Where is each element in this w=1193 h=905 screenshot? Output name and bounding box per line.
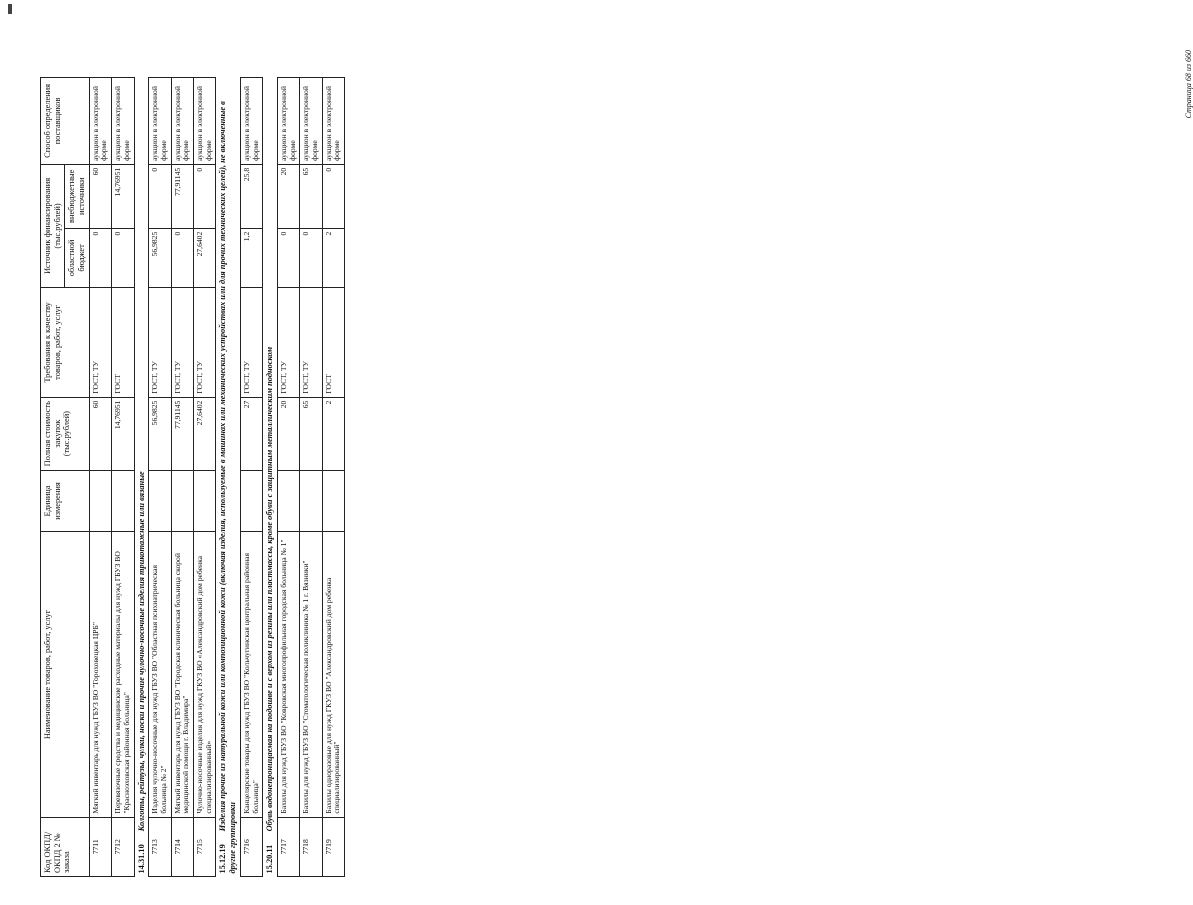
header-source-regional: областной бюджет: [65, 228, 89, 287]
cell-name: Изделия чулочно-носочные для нужд ГБУЗ ВО "Областная психиатрическая больница № 2": [149, 532, 171, 817]
cell-code: 7712: [112, 817, 134, 876]
header-row: [41, 78, 65, 877]
cell-source-extrabudget: 25,8: [240, 164, 262, 228]
cell-code: 7719: [322, 817, 344, 876]
table-row: [89, 78, 111, 877]
procurement-table: [40, 77, 345, 877]
cell-requirements: ГОСТ, ТУ: [149, 288, 171, 398]
cell-cost: 14,76951: [112, 397, 134, 470]
header-method: Способ определения поставщиков: [41, 78, 90, 165]
cell-method: аукцион в электронной форме: [277, 78, 299, 165]
cell-source-regional: 0: [89, 228, 111, 287]
cell-unit: [194, 470, 216, 532]
cell-source-regional: 27,6402: [194, 228, 216, 287]
header-unit: Единица измерения: [41, 470, 90, 532]
table-row: [300, 78, 322, 877]
table-row: [194, 78, 216, 877]
cell-code: 7713: [149, 817, 171, 876]
cell-method: аукцион в электронной форме: [149, 78, 171, 165]
cell-cost: 27,6402: [194, 397, 216, 470]
cell-cost: 2: [322, 397, 344, 470]
cell-source-regional: 0: [277, 228, 299, 287]
group-name: Колготы, рейтузы, чулки, носки и прочие чулочно-носочные изделия трикотажные или вязаные: [136, 471, 146, 832]
cell-source-extrabudget: 65: [300, 164, 322, 228]
cell-requirements: ГОСТ, ТУ: [194, 288, 216, 398]
group-row: [216, 78, 240, 877]
group-code: 15.12.19: [218, 844, 228, 874]
cell-code: 7714: [171, 817, 193, 876]
cell-source-extrabudget: 0: [322, 164, 344, 228]
cell-unit: [112, 470, 134, 532]
cell-cost: 77,91145: [171, 397, 193, 470]
cell-source-extrabudget: 60: [89, 164, 111, 228]
table-row: [240, 78, 262, 877]
cell-cost: 56,9825: [149, 397, 171, 470]
cell-requirements: ГОСТ, ТУ: [89, 288, 111, 398]
cell-unit: [149, 470, 171, 532]
cell-name: Бахилы для нужд ГБУЗ ВО "Стоматологическая поликлиника № 1 г. Вязники": [300, 532, 322, 817]
cell-unit: [89, 470, 111, 532]
cell-code: 7711: [89, 817, 111, 876]
table-row: [149, 78, 171, 877]
cell-source-extrabudget: 77,91145: [171, 164, 193, 228]
header-requirements: Требования к качеству товаров, работ, услуг: [41, 288, 90, 398]
cell-source-regional: 0: [171, 228, 193, 287]
cell-requirements: ГОСТ, ТУ: [277, 288, 299, 398]
cell-source-regional: 0: [112, 228, 134, 287]
cell-method: аукцион в электронной форме: [89, 78, 111, 165]
group-code: 14.31.10: [136, 844, 146, 874]
cell-cost: 27: [240, 397, 262, 470]
footer: [598, 40, 1193, 190]
cell-source-extrabudget: 14,76951: [112, 164, 134, 228]
cell-code: 7717: [277, 817, 299, 876]
group-code: 15.20.11: [265, 844, 275, 874]
cell-name: Бахилы для нужд ГБУЗ ВО "Ковровская многопрофильная городская больница № 1": [277, 532, 299, 817]
cell-name: Перевязочные средства и медицинские расходные материалы для нужд ГБУЗ ВО "Красноэховская районная больница": [112, 532, 134, 817]
cell-method: аукцион в электронной форме: [112, 78, 134, 165]
cell-code: 7716: [240, 817, 262, 876]
cell-unit: [300, 470, 322, 532]
cell-unit: [240, 470, 262, 532]
header-code: Код ОКПД/ ОКПД 2 № заказа: [41, 817, 90, 876]
cell-name: Мягкий инвентарь для нужд ГБУЗ ВО "Гороховецкая ЦРБ": [89, 532, 111, 817]
group-row: [134, 78, 149, 877]
cell-name: Бахилы одноразовые для нужд ГКУЗ ВО "Александровский дом ребенка специализированный": [322, 532, 344, 817]
group-row: [263, 78, 278, 877]
cell-unit: [171, 470, 193, 532]
cell-method: аукцион в электронной форме: [300, 78, 322, 165]
cell-source-extrabudget: 20: [277, 164, 299, 228]
cell-code: 7715: [194, 817, 216, 876]
cell-source-regional: 0: [300, 228, 322, 287]
cell-requirements: ГОСТ: [112, 288, 134, 398]
cell-method: аукцион в электронной форме: [240, 78, 262, 165]
rotated-content: [40, 32, 620, 877]
cell-requirements: ГОСТ, ТУ: [240, 288, 262, 398]
group-name: Изделия прочие из натуральной кожи или композиционной кожи (включая изделия, используемые в машинах или механических устройствах или для прочих технических целей), не включенные в другие группировки: [218, 101, 238, 874]
page-number: Страница 68 из 660: [1184, 50, 1193, 119]
cell-name: Канцелярские товары для нужд ГБУЗ ВО "Кольчугинская центральная районная больница": [240, 532, 262, 817]
header-name: Наименование товаров, работ, услуг: [41, 532, 90, 817]
group-heading: [134, 78, 149, 877]
table-row: [322, 78, 344, 877]
cell-cost: 65: [300, 397, 322, 470]
cell-source-extrabudget: 0: [194, 164, 216, 228]
table-row: [171, 78, 193, 877]
cell-name: Мягкий инвентарь для нужд ГБУЗ ВО "Городская клиническая больница скорой медицинской помощи г. Владимира": [171, 532, 193, 817]
header-cost: Полная стоимость закупок (тыс.рублей): [41, 397, 90, 470]
header-source: Источник финансирования (тыс.рублей): [41, 164, 65, 287]
cell-unit: [322, 470, 344, 532]
group-heading: [216, 78, 240, 877]
cell-method: аукцион в электронной форме: [322, 78, 344, 165]
cell-source-extrabudget: 0: [149, 164, 171, 228]
scan-mark: [8, 4, 12, 14]
cell-name: Чулочно-носочные изделия для нужд ГКУЗ ВО «Александровский дом ребенка специализированный»: [194, 532, 216, 817]
cell-method: аукцион в электронной форме: [194, 78, 216, 165]
cell-unit: [277, 470, 299, 532]
table-row: [277, 78, 299, 877]
cell-cost: 60: [89, 397, 111, 470]
cell-requirements: ГОСТ, ТУ: [171, 288, 193, 398]
cell-requirements: ГОСТ: [322, 288, 344, 398]
cell-source-regional: 2: [322, 228, 344, 287]
cell-code: 7718: [300, 817, 322, 876]
table-row: [112, 78, 134, 877]
header-source-extrabudget: внебюджетные источники: [65, 164, 89, 228]
table-body: [89, 78, 345, 877]
cell-method: аукцион в электронной форме: [171, 78, 193, 165]
group-name: Обувь водонепроницаемая на подошве и с верхом из резины или пластмассы, кроме обуви с защитным металлическим подноском: [265, 346, 275, 832]
cell-requirements: ГОСТ, ТУ: [300, 288, 322, 398]
group-heading: [263, 78, 278, 877]
cell-source-regional: 56,9825: [149, 228, 171, 287]
cell-cost: 20: [277, 397, 299, 470]
cell-source-regional: 1,2: [240, 228, 262, 287]
